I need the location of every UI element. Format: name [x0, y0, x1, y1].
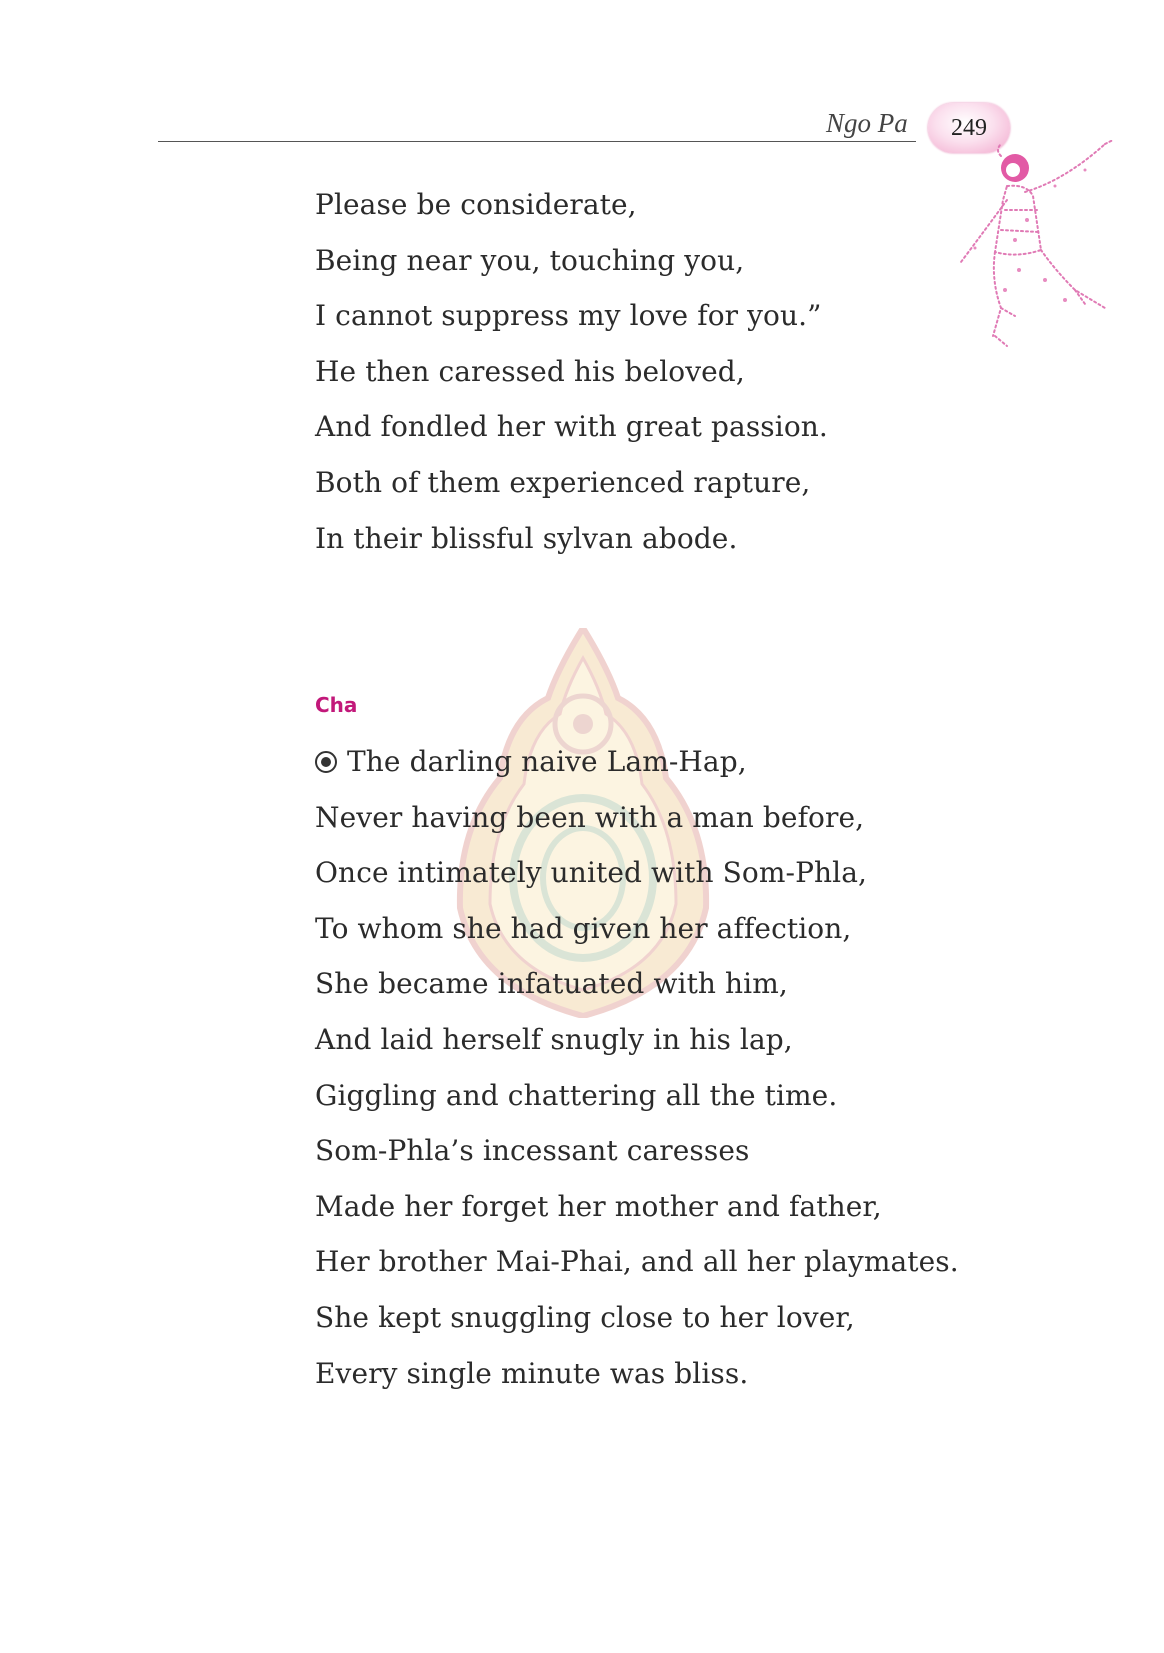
verse-line: Her brother Mai-Phai, and all her playmates.	[315, 1245, 959, 1279]
verse-line-first	[315, 734, 959, 790]
running-title: Ngo Pa	[826, 108, 908, 138]
verse-line: Made her forget her mother and father,	[315, 1189, 882, 1223]
verse-line: Giggling and chattering all the time.	[315, 1078, 838, 1112]
verse-line: She kept snuggling close to her lover,	[315, 1300, 855, 1334]
verse-line: In their blissful sylvan abode.	[315, 521, 738, 555]
header-rule	[158, 141, 916, 142]
verse-line: I cannot suppress my love for you.”	[315, 299, 822, 333]
verse-line-text: The darling naive Lam-Hap,	[347, 745, 747, 778]
bullet-circle-icon	[315, 751, 337, 773]
verse-line: Both of them experienced rapture,	[315, 465, 811, 499]
verse-line: And laid herself snugly in his lap,	[315, 1022, 793, 1056]
verse-line: And fondled her with great passion.	[315, 410, 828, 444]
dancer-illustration-icon	[955, 140, 1125, 350]
verse-line: Som-Phla’s incessant caresses	[315, 1134, 750, 1168]
page-number: 249	[951, 114, 987, 141]
verse-line: Once intimately united with Som-Phla,	[315, 856, 868, 890]
verse-line: Never having been with a man before,	[315, 800, 865, 834]
section-label: Cha	[315, 693, 358, 717]
verse-line: She became infatuated with him,	[315, 967, 788, 1001]
verse-line: To whom she had given her affection,	[315, 911, 852, 945]
verse-line: Being near you, touching you,	[315, 243, 745, 277]
verse-line: Every single minute was bliss.	[315, 1356, 749, 1390]
verse-line: He then caressed his beloved,	[315, 354, 745, 388]
stanza-1	[315, 177, 828, 566]
verse-line: Please be considerate,	[315, 188, 637, 221]
stanza-2	[315, 734, 959, 1401]
